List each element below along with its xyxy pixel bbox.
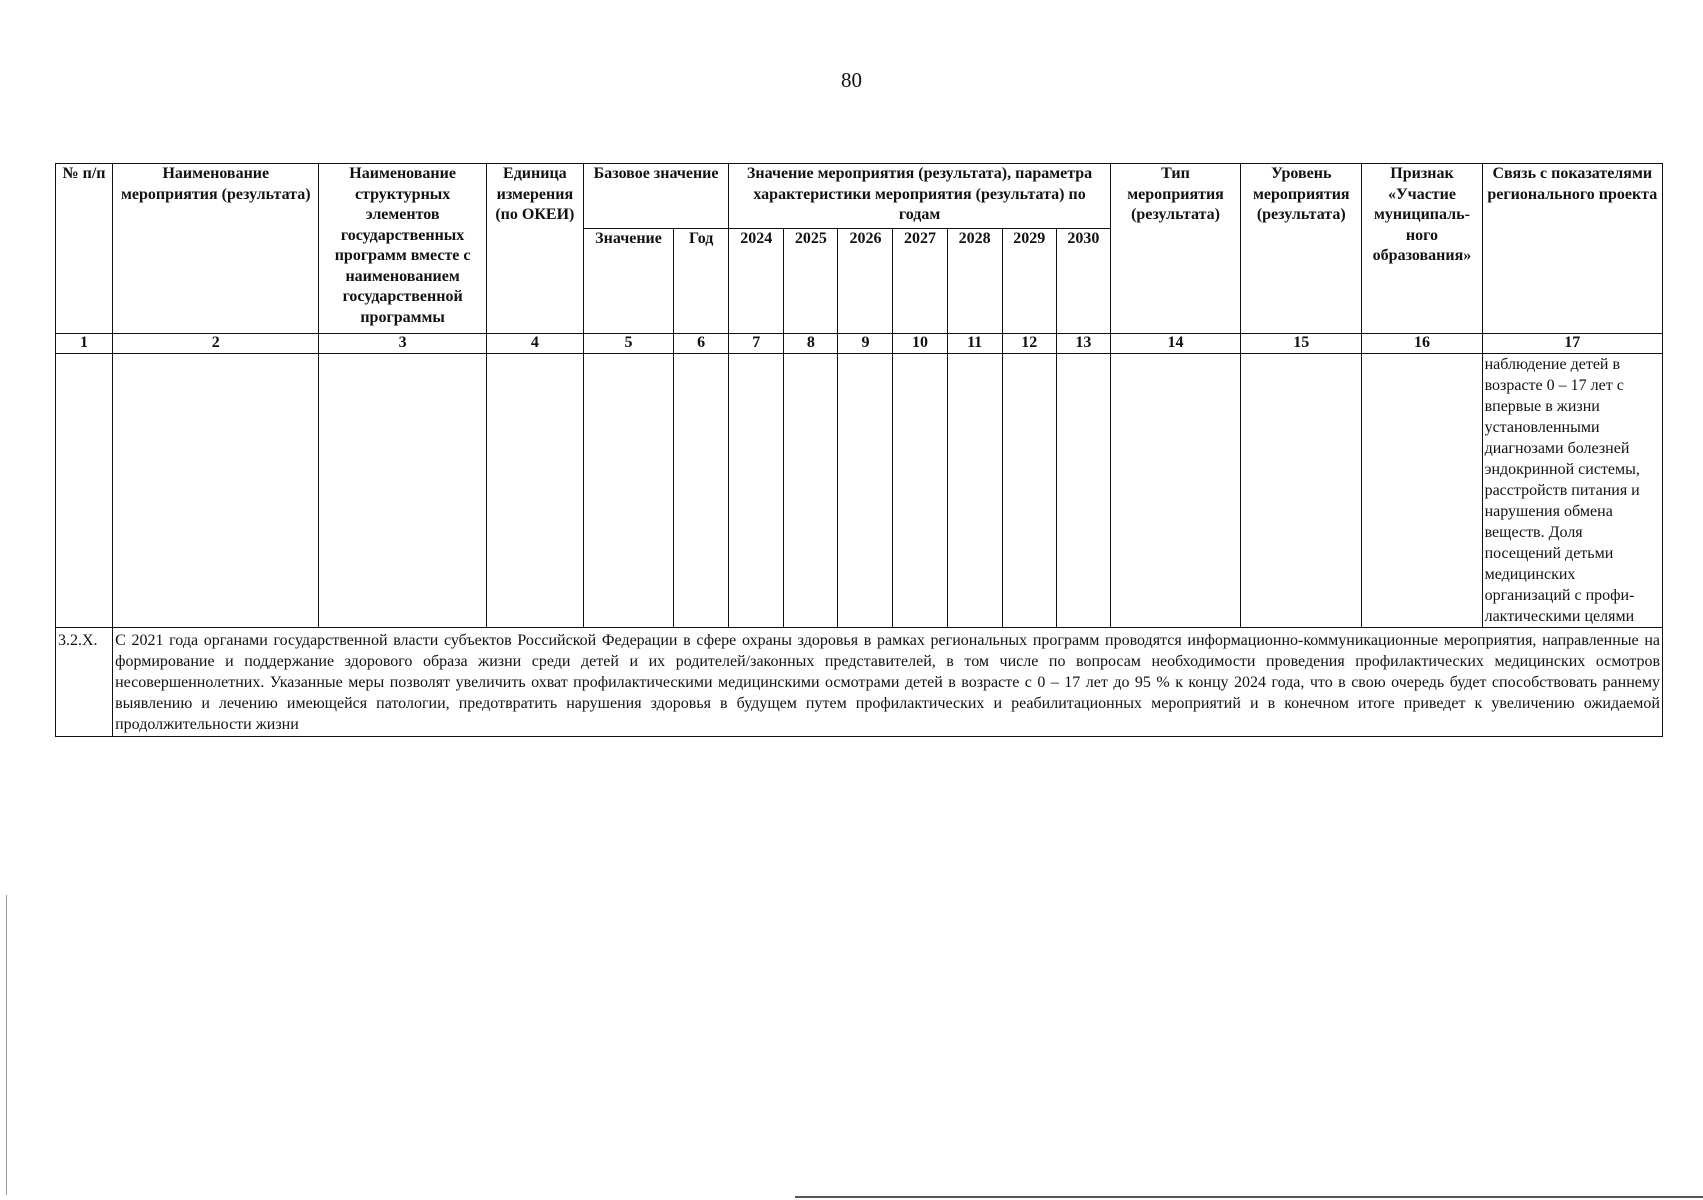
column-number: 15 — [1241, 334, 1362, 354]
column-number: 12 — [1002, 334, 1056, 354]
header-link: Связь с показателями регионального проекта — [1482, 164, 1662, 334]
column-number: 3 — [319, 334, 486, 354]
column-numbers-row — [56, 334, 1663, 354]
note-text: С 2021 года органами государственной власти субъектов Российской Федерации в сфере охраны здоровья в рамках региональных программ проводятся информационно-коммуникационные мероприятия, направленные на формирование и поддержание здорового образа жизни среди детей и их родителей/законных представителей, в том числе по вопросам необходимости проведения профилактических медицинских осмотров несовершеннолетних. Указанные меры позволят увеличить охват профилактическими медицинскими осмотрами детей в возрасте с 0 – 17 лет до 95 % к концу 2024 года, что в свою очередь будет способствовать раннему выявлению и лечению имеющейся патологии, предотвратить нарушения здоровья в будущем путем профилактических и реабилитационных мероприятий и в конечном итоге приведет к увеличению ожидаемой продолжительности жизни — [113, 628, 1663, 737]
empty-cell — [893, 354, 947, 628]
note-number: 3.2.X. — [56, 628, 113, 737]
column-number: 10 — [893, 334, 947, 354]
empty-cell — [486, 354, 583, 628]
header-year: 2025 — [784, 229, 838, 334]
column-number: 2 — [113, 334, 319, 354]
empty-cell — [1241, 354, 1362, 628]
empty-cell — [1362, 354, 1482, 628]
header-base-value-value: Значение — [583, 229, 673, 334]
header-base-value: Базовое значение — [583, 164, 728, 229]
header-values-by-year: Значение мероприятия (результата), параметра характеристики мероприятия (результата) по годам — [729, 164, 1111, 229]
header-municipal-flag: Признак «Участие муниципаль-ного образования» — [1362, 164, 1482, 334]
scan-bottom-line — [795, 1196, 1703, 1198]
column-number: 11 — [947, 334, 1002, 354]
empty-cell — [729, 354, 784, 628]
header-unit: Единица измерения (по ОКЕИ) — [486, 164, 583, 334]
header-year: 2027 — [893, 229, 947, 334]
link-indicator-text: наблюдение детей в возрасте 0 – 17 лет с впервые в жизни установленными диагнозами болезней эндокринной системы, расстройств питания и нарушения обмена веществ. Доля посещений детьми медицинских организаций с профи-лактическими целями — [1482, 354, 1662, 628]
column-number: 5 — [583, 334, 673, 354]
page-number: 80 — [841, 68, 862, 92]
column-number: 7 — [729, 334, 784, 354]
header-name: Наименование мероприятия (результата) — [113, 164, 319, 334]
empty-cell — [784, 354, 838, 628]
note-row — [56, 628, 1663, 737]
header-year: 2026 — [838, 229, 893, 334]
empty-cell — [947, 354, 1002, 628]
header-base-value-year: Год — [674, 229, 729, 334]
header-structural-elements: Наименование структурных элементов государственных программ вместе с наименованием государственной программы — [319, 164, 486, 334]
header-year: 2029 — [1002, 229, 1056, 334]
header-num: № п/п — [56, 164, 113, 334]
column-number: 4 — [486, 334, 583, 354]
table-row — [56, 354, 1663, 628]
column-number: 13 — [1056, 334, 1110, 354]
header-year: 2028 — [947, 229, 1002, 334]
measures-table — [55, 163, 1663, 737]
scan-edge-mark — [6, 895, 7, 1195]
header-type: Тип мероприятия (результата) — [1110, 164, 1240, 334]
empty-cell — [583, 354, 673, 628]
column-number: 6 — [674, 334, 729, 354]
empty-cell — [56, 354, 113, 628]
column-number: 1 — [56, 334, 113, 354]
empty-cell — [674, 354, 729, 628]
header-level: Уровень мероприятия (результата) — [1241, 164, 1362, 334]
column-number: 16 — [1362, 334, 1482, 354]
column-number: 14 — [1110, 334, 1240, 354]
empty-cell — [1110, 354, 1240, 628]
header-year: 2024 — [729, 229, 784, 334]
empty-cell — [838, 354, 893, 628]
column-number: 9 — [838, 334, 893, 354]
empty-cell — [113, 354, 319, 628]
empty-cell — [319, 354, 486, 628]
column-number: 8 — [784, 334, 838, 354]
empty-cell — [1056, 354, 1110, 628]
column-number: 17 — [1482, 334, 1662, 354]
header-year: 2030 — [1056, 229, 1110, 334]
empty-cell — [1002, 354, 1056, 628]
